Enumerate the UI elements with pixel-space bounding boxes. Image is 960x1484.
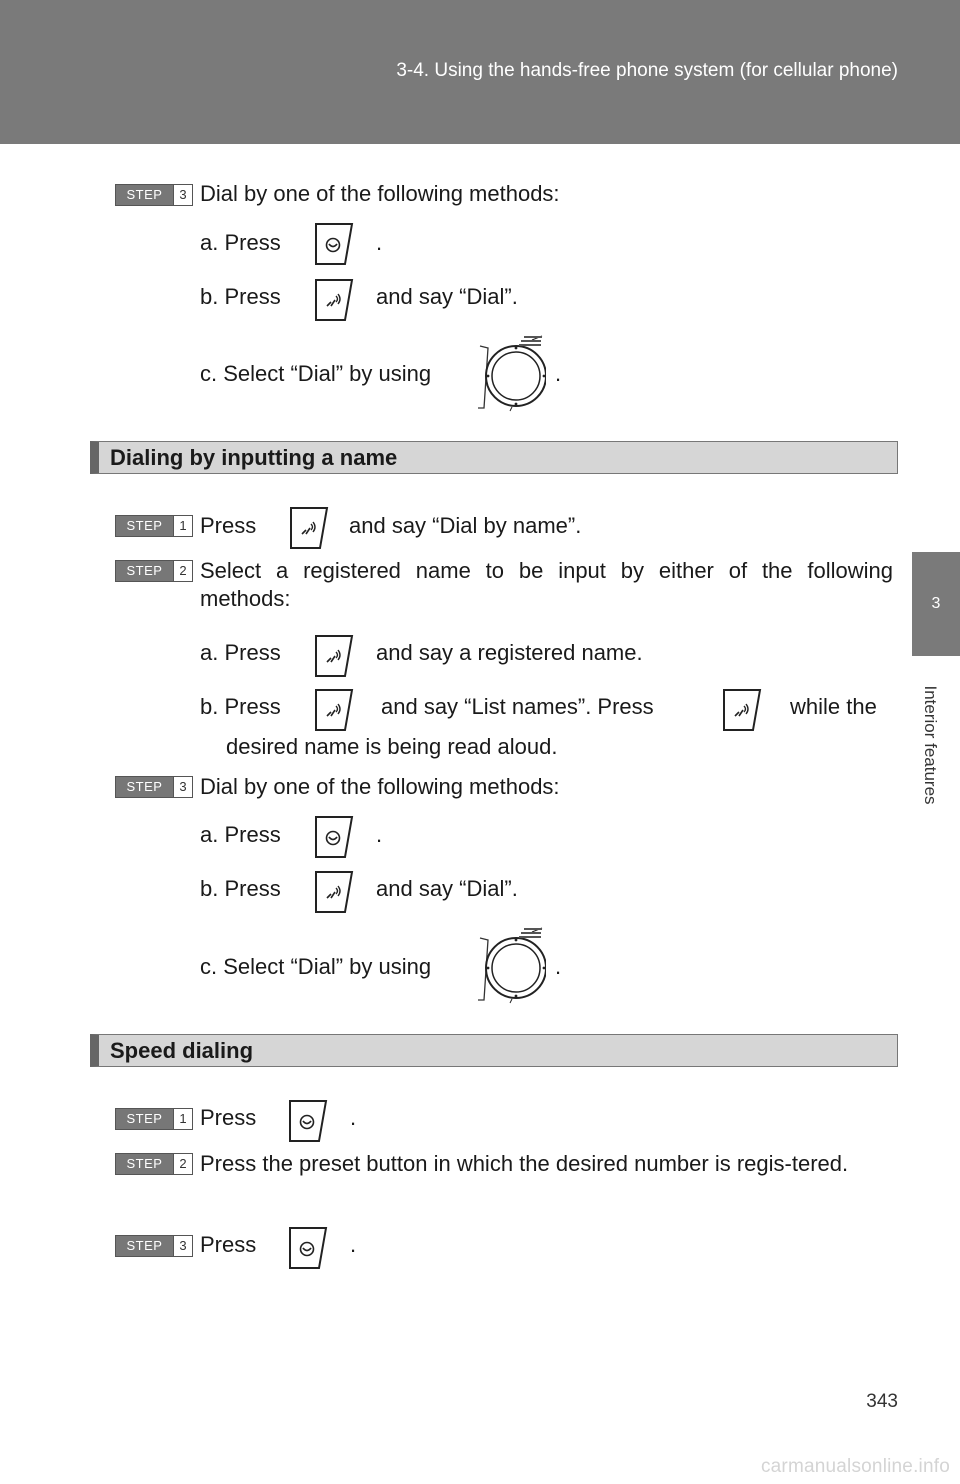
- step-badge: STEP 3: [115, 1235, 193, 1257]
- chapter-number-tab: 3: [912, 552, 960, 656]
- page-header: [0, 0, 960, 144]
- step-text: Select a registered name to be input by either of the following methods:: [200, 558, 893, 611]
- talk-switch-icon: [722, 688, 762, 732]
- method-a-prefix: a. Press: [200, 822, 281, 847]
- off-hook-button-icon: [314, 815, 354, 859]
- off-hook-button-icon: [314, 222, 354, 266]
- method-c-suffix: .: [555, 954, 562, 979]
- method-b-prefix: b. Press: [200, 694, 281, 719]
- section-heading: Dialing by inputting a name: [90, 441, 898, 474]
- method-b-suffix: and say “Dial”.: [376, 284, 518, 309]
- method-b-suffix: while the: [790, 694, 877, 719]
- talk-switch-icon: [314, 688, 354, 732]
- step-text-prefix: Press: [200, 513, 257, 538]
- method-a-suffix: .: [376, 822, 383, 847]
- step-text: Dial by one of the following methods:: [200, 774, 560, 799]
- method-a-suffix: .: [376, 230, 383, 255]
- talk-switch-icon: [314, 278, 354, 322]
- step-text-suffix: and say “Dial by name”.: [349, 513, 582, 538]
- off-hook-button-icon: [288, 1226, 328, 1270]
- step-badge: STEP 1: [115, 515, 193, 537]
- method-a-suffix: and say a registered name.: [376, 640, 643, 665]
- off-hook-button-icon: [288, 1099, 328, 1143]
- step-badge: STEP 2: [115, 1153, 193, 1175]
- step-text: Press the preset button in which the desired number is regis-tered.: [200, 1151, 849, 1176]
- step-badge: STEP 2: [115, 560, 193, 582]
- method-b-prefix: b. Press: [200, 284, 281, 309]
- step-text: Dial by one of the following methods:: [200, 181, 560, 206]
- section-heading: Speed dialing: [90, 1034, 898, 1067]
- chapter-title: 3-4. Using the hands-free phone system (for cellular phone): [396, 60, 898, 81]
- tune-file-knob-icon: [474, 926, 546, 1004]
- step-text-suffix: .: [350, 1105, 357, 1130]
- method-b-continuation: desired name is being read aloud.: [226, 734, 558, 759]
- method-c-prefix: c. Select “Dial” by using: [200, 361, 432, 386]
- talk-switch-icon: [314, 634, 354, 678]
- method-b-prefix: b. Press: [200, 876, 281, 901]
- step-badge: STEP 1: [115, 1108, 193, 1130]
- method-c-prefix: c. Select “Dial” by using: [200, 954, 432, 979]
- step-text-suffix: .: [350, 1232, 357, 1257]
- watermark: carmanualsonline.info: [760, 1456, 950, 1477]
- step-text-prefix: Press: [200, 1232, 257, 1257]
- method-b-middle: and say “List names”. Press: [381, 694, 654, 719]
- method-b-suffix: and say “Dial”.: [376, 876, 518, 901]
- talk-switch-icon: [314, 870, 354, 914]
- step-badge: STEP 3: [115, 184, 193, 206]
- step-text-prefix: Press: [200, 1105, 257, 1130]
- method-a-prefix: a. Press: [200, 640, 281, 665]
- talk-switch-icon: [289, 506, 329, 550]
- step-badge: STEP 3: [115, 776, 193, 798]
- tune-file-knob-icon: [474, 334, 546, 412]
- method-c-suffix: .: [555, 361, 562, 386]
- method-a-prefix: a. Press: [200, 230, 281, 255]
- page-number: 343: [866, 1391, 898, 1412]
- chapter-side-label: Interior features: [921, 685, 940, 805]
